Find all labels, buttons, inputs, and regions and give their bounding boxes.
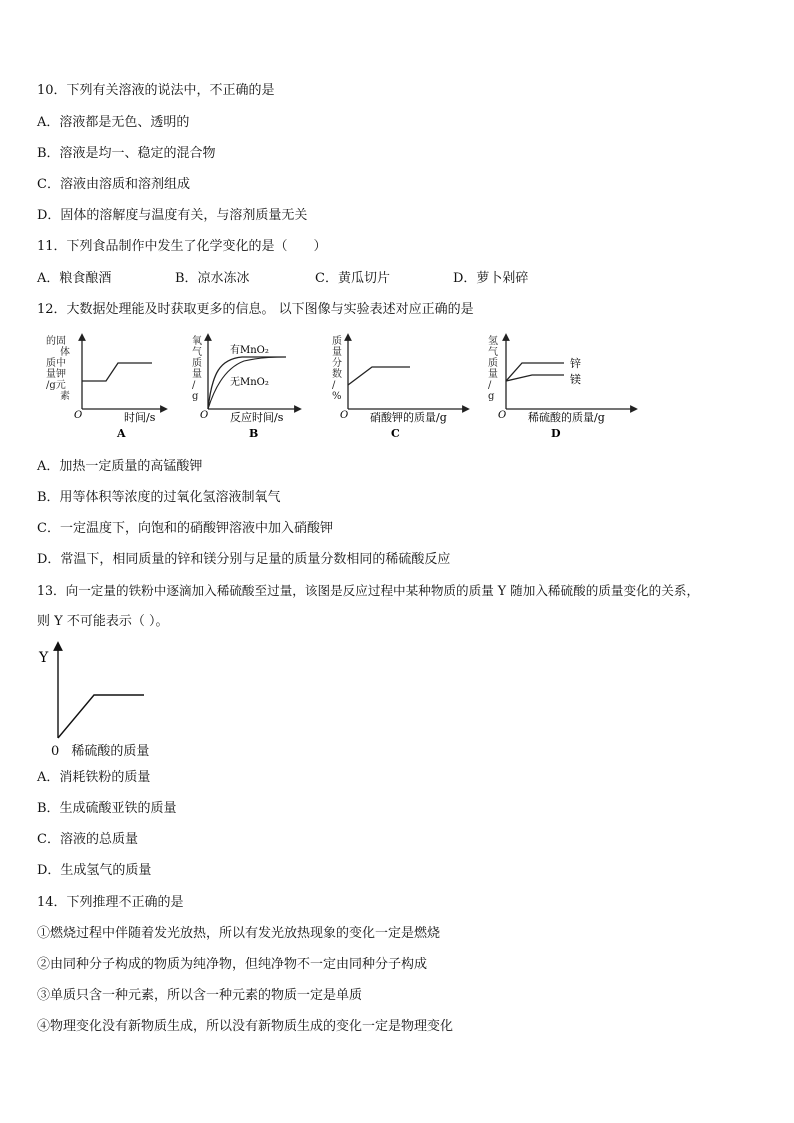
svg-text:/: / xyxy=(332,380,336,391)
svg-text:/g元: /g元 xyxy=(46,380,66,391)
q14-item-2: ②由同种分子构成的物质为纯净物，但纯净物不一定由同种分子构成 xyxy=(37,957,428,972)
svg-text:质: 质 xyxy=(488,358,498,369)
q13-graph xyxy=(36,640,176,760)
graph-c xyxy=(332,334,466,440)
graph-c-xlabel: 硝酸钾的质量/g xyxy=(370,411,447,424)
q13-stem-line2: 则 Y 不可能表示（ ）。 xyxy=(37,614,169,629)
q12-option-c: C．一定温度下，向饱和的硝酸钾溶液中加入硝酸钾 xyxy=(37,521,333,536)
graph-a-curve xyxy=(82,363,152,381)
q13-option-a: A．消耗铁粉的质量 xyxy=(37,770,151,785)
q12-option-b: B．用等体积等浓度的过氧化氢溶液制氧气 xyxy=(37,490,281,505)
svg-text:质: 质 xyxy=(192,358,202,369)
graph-b-caption: B xyxy=(249,427,259,440)
q13-graph-origin: 0 xyxy=(51,744,60,759)
svg-text:/: / xyxy=(488,380,492,391)
graph-b-xlabel: 反应时间/s xyxy=(230,411,284,424)
q13-graph-curve xyxy=(58,695,144,738)
svg-text:量: 量 xyxy=(192,369,202,380)
svg-text:氢: 氢 xyxy=(488,336,498,347)
svg-text:量: 量 xyxy=(332,347,342,358)
graph-b-origin: O xyxy=(200,410,209,421)
q10-option-d: D．固体的溶解度与温度有关，与溶剂质量无关 xyxy=(37,208,308,223)
svg-text:气: 气 xyxy=(488,347,498,358)
svg-text:%: % xyxy=(332,391,342,402)
svg-text:量: 量 xyxy=(488,369,498,380)
graph-d-curve-zinc xyxy=(506,363,564,381)
svg-text:数: 数 xyxy=(332,369,342,380)
graph-b xyxy=(192,334,298,440)
q12-graphs-figure xyxy=(40,333,640,443)
q13-option-b: B．生成硫酸亚铁的质量 xyxy=(37,801,177,816)
q11-option-a: A．粮食酿酒 xyxy=(37,271,112,286)
q13-graph-xlabel: 稀硫酸的质量 xyxy=(71,744,150,759)
svg-text:氧: 氧 xyxy=(192,336,202,347)
graph-a-origin: O xyxy=(74,410,83,421)
q11-stem: 11．下列食品制作中发生了化学变化的是（ ） xyxy=(37,239,327,254)
svg-text:的固: 的固 xyxy=(46,336,66,347)
graph-a-caption: A xyxy=(117,427,126,440)
graph-b-curve1-label: 有MnO₂ xyxy=(230,345,269,356)
graph-c-caption: C xyxy=(391,427,400,440)
q10-option-b: B．溶液是均一、稳定的混合物 xyxy=(37,146,216,161)
q10-stem: 10．下列有关溶液的说法中，不正确的是 xyxy=(37,83,275,98)
graph-c-origin: O xyxy=(340,410,349,421)
q11-option-d: D．萝卜剁碎 xyxy=(453,271,529,286)
graph-b-ylabel xyxy=(192,334,202,402)
graph-d xyxy=(488,334,634,440)
svg-text:g: g xyxy=(192,391,199,402)
graph-d-caption: D xyxy=(551,427,561,440)
graph-d-curve2-label: 镁 xyxy=(570,373,581,386)
svg-text:素: 素 xyxy=(60,391,70,402)
graph-d-ylabel xyxy=(488,334,498,402)
q13-option-c: C．溶液的总质量 xyxy=(37,832,138,847)
q14-item-1: ①燃烧过程中伴随着发光放热，所以有发光放热现象的变化一定是燃烧 xyxy=(37,926,441,941)
svg-text:气: 气 xyxy=(192,347,202,358)
q10-option-a: A．溶液都是无色、透明的 xyxy=(37,115,190,130)
q12-stem: 12．大数据处理能及时获取更多的信息。 以下图像与实验表述对应正确的是 xyxy=(37,302,474,317)
q11-option-b: B．凉水冻冰 xyxy=(175,271,250,286)
svg-text:g: g xyxy=(488,391,495,402)
q12-option-a: A．加热一定质量的高锰酸钾 xyxy=(37,459,203,474)
q14-item-3: ③单质只含一种元素，所以含一种元素的物质一定是单质 xyxy=(37,988,363,1003)
svg-text:体: 体 xyxy=(60,347,70,358)
graph-b-curve2-label: 无MnO₂ xyxy=(230,377,269,388)
q13-graph-xlabel-row xyxy=(51,743,149,761)
q12-option-d: D．常温下，相同质量的锌和镁分别与足量的质量分数相同的稀硫酸反应 xyxy=(37,552,451,567)
graph-a-ylabel xyxy=(46,335,70,402)
graph-d-xlabel: 稀硫酸的质量/g xyxy=(528,411,605,424)
q13-stem-line1: 13．向一定量的铁粉中逐滴加入稀硫酸至过量，该图是反应过程中某种物质的质量 Y 随加入稀硫酸的质量变化的关系， xyxy=(37,583,700,598)
graph-d-curve-magnesium xyxy=(506,375,564,381)
q14-item-4: ④物理变化没有新物质生成，所以没有新物质生成的变化一定是物理变化 xyxy=(37,1019,454,1034)
svg-text:/: / xyxy=(192,380,196,391)
graph-a xyxy=(46,335,164,440)
q13-graph-ylabel: Y xyxy=(39,650,49,666)
svg-text:量钾: 量钾 xyxy=(46,369,66,380)
graph-c-ylabel xyxy=(332,334,342,402)
graph-d-origin: O xyxy=(498,410,507,421)
graph-a-xlabel: 时间/s xyxy=(124,411,156,424)
q10-option-c: C．溶液由溶质和溶剂组成 xyxy=(37,177,190,192)
q13-option-d: D．生成氢气的质量 xyxy=(37,863,152,878)
q14-stem: 14．下列推理不正确的是 xyxy=(37,895,184,910)
svg-text:分: 分 xyxy=(332,358,342,369)
graph-c-curve xyxy=(348,367,410,385)
svg-text:质: 质 xyxy=(332,336,342,347)
graph-d-curve1-label: 锌 xyxy=(570,357,581,370)
svg-text:质中: 质中 xyxy=(46,358,66,369)
q11-option-c: C．黄瓜切片 xyxy=(315,271,390,286)
